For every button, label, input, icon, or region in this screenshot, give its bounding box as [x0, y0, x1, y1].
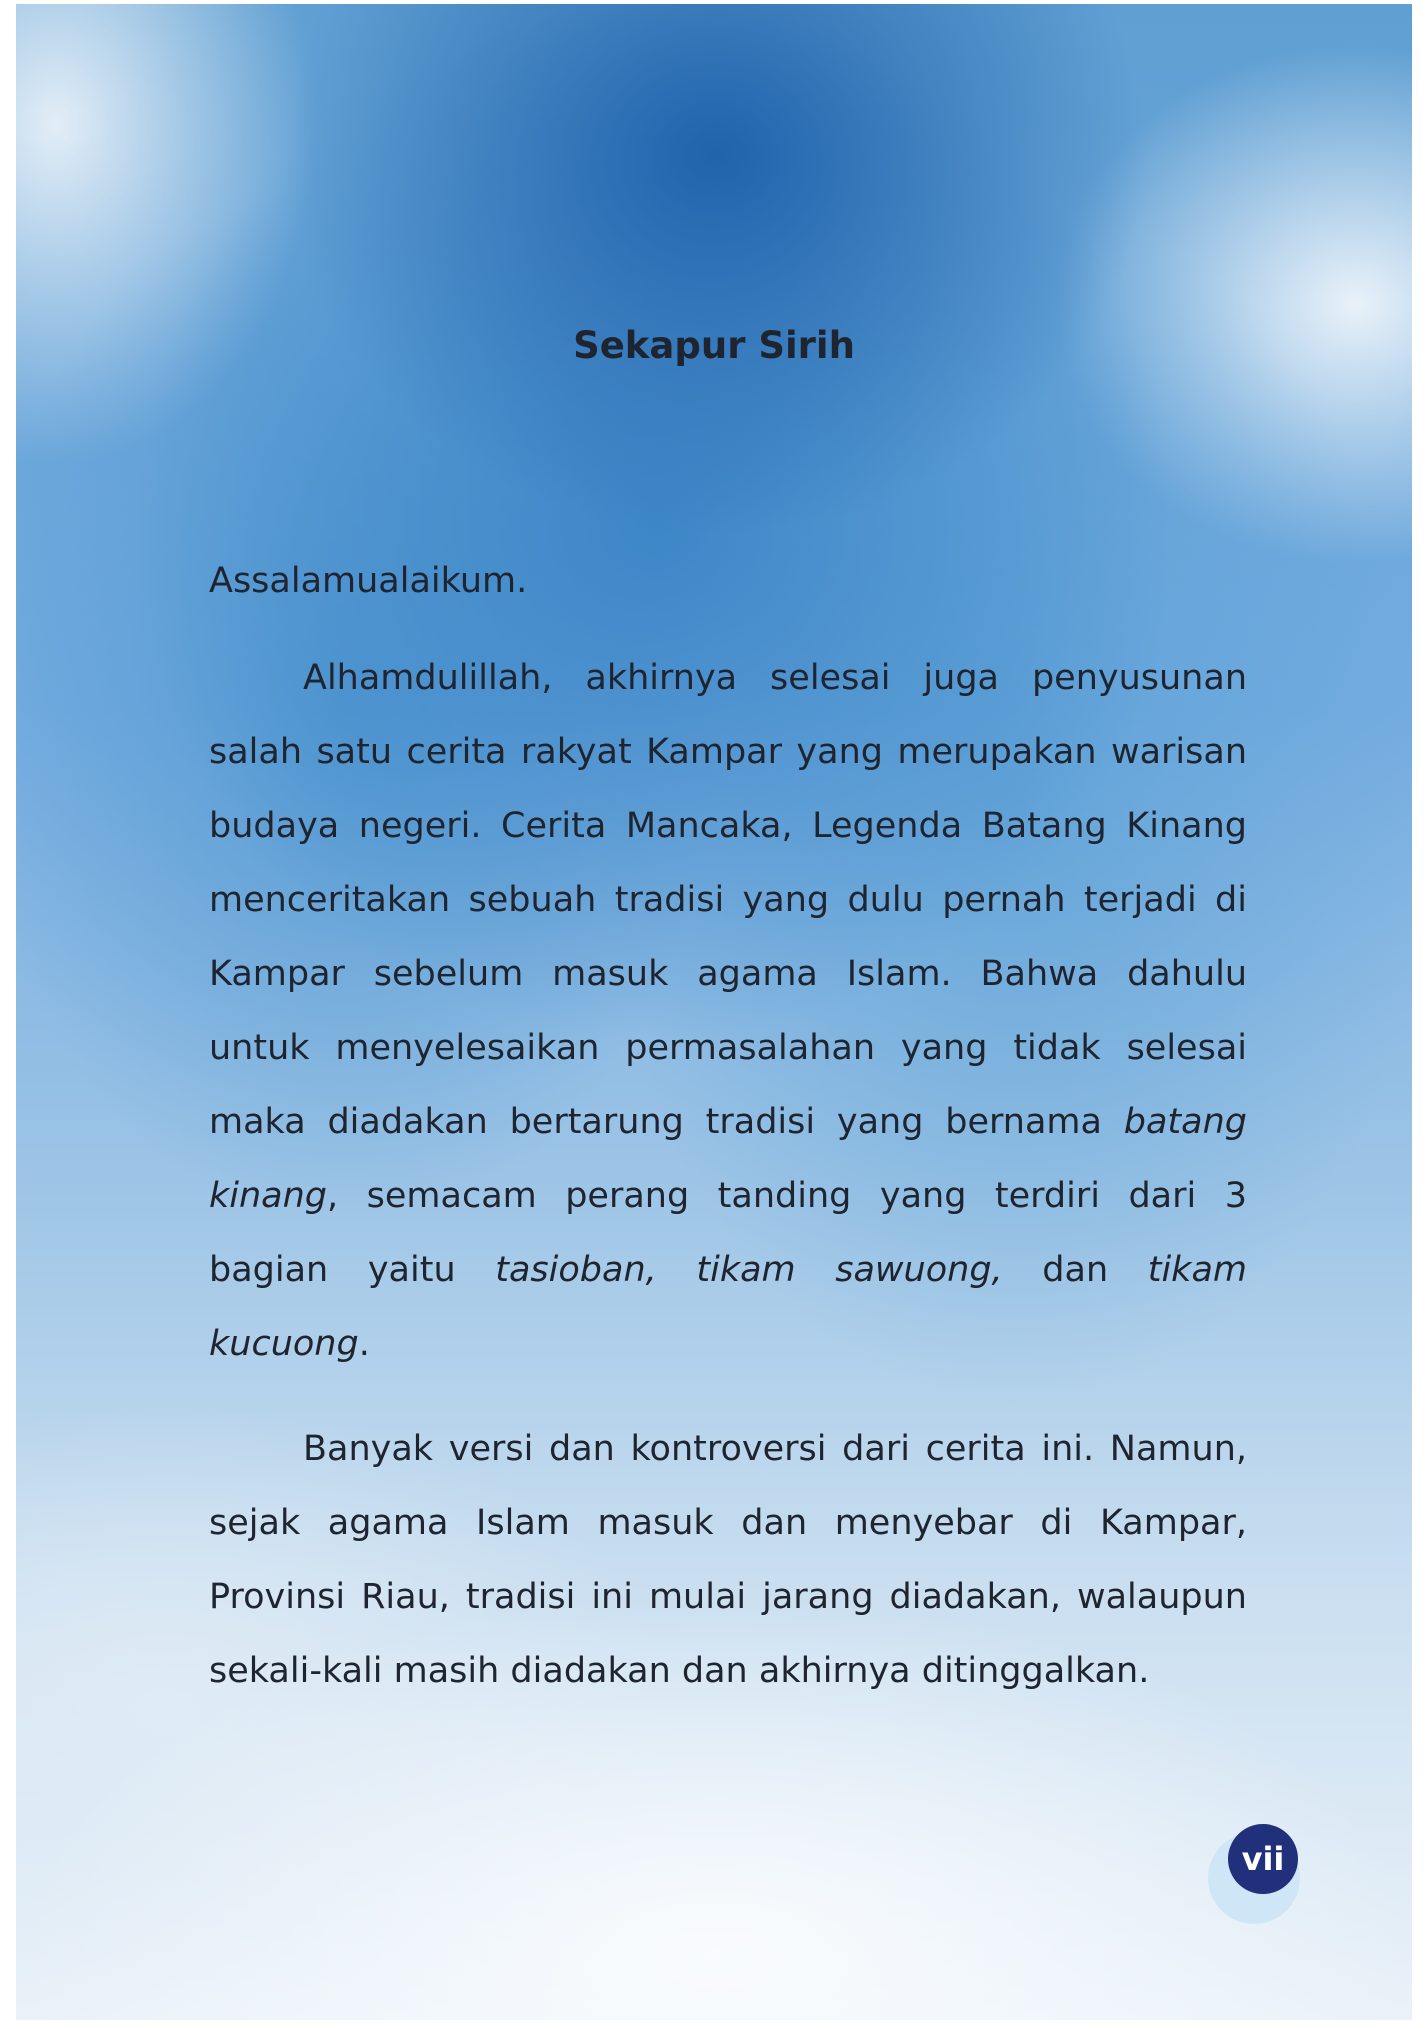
term-tikam-kucuong: tikam kucuong: [209, 1250, 1247, 1364]
greeting-text: Assalamualaikum.: [209, 561, 528, 601]
page-title: Sekapur Sirih: [573, 324, 855, 367]
paragraph-1: [209, 641, 1247, 1381]
term-tasioban-tikam-sawuong: tasioban, tikam sawuong,: [495, 1250, 1003, 1290]
paragraph-1-part-3: dan: [1002, 1250, 1148, 1290]
paragraph-2: Banyak versi dan kontroversi dari cerita ini. Namun, sejak agama Islam masuk dan menyebar di Kampar, Provinsi Riau, tradisi ini mulai jarang diadakan, walaupun sekali-kali masih diadakan dan akhirnya ditinggalkan.: [209, 1429, 1247, 1691]
page-number-badge: [1208, 1824, 1298, 1914]
watercolor-page: [16, 4, 1412, 2020]
term-batang-kinang: batang kinang: [209, 1102, 1247, 1216]
page-content: [16, 4, 1412, 2020]
paragraph-1-part-2: , semacam perang tanding yang terdiri dari 3 bagian yaitu: [209, 1176, 1247, 1290]
paragraph-1-part-4: .: [358, 1324, 370, 1364]
page-number: vii: [1228, 1824, 1298, 1894]
paragraph-1-part-1: Alhamdulillah, akhirnya selesai juga penyusunan salah satu cerita rakyat Kampar yang merupakan warisan budaya negeri. Cerita Mancaka, Legenda Batang Kinang menceritakan sebuah tradisi yang dulu pernah terjadi di Kampar sebelum masuk agama Islam. Bahwa dahulu untuk menyelesaikan permasalahan yang tidak selesai maka diadakan bertarung tradisi yang bernama: [209, 658, 1247, 1142]
